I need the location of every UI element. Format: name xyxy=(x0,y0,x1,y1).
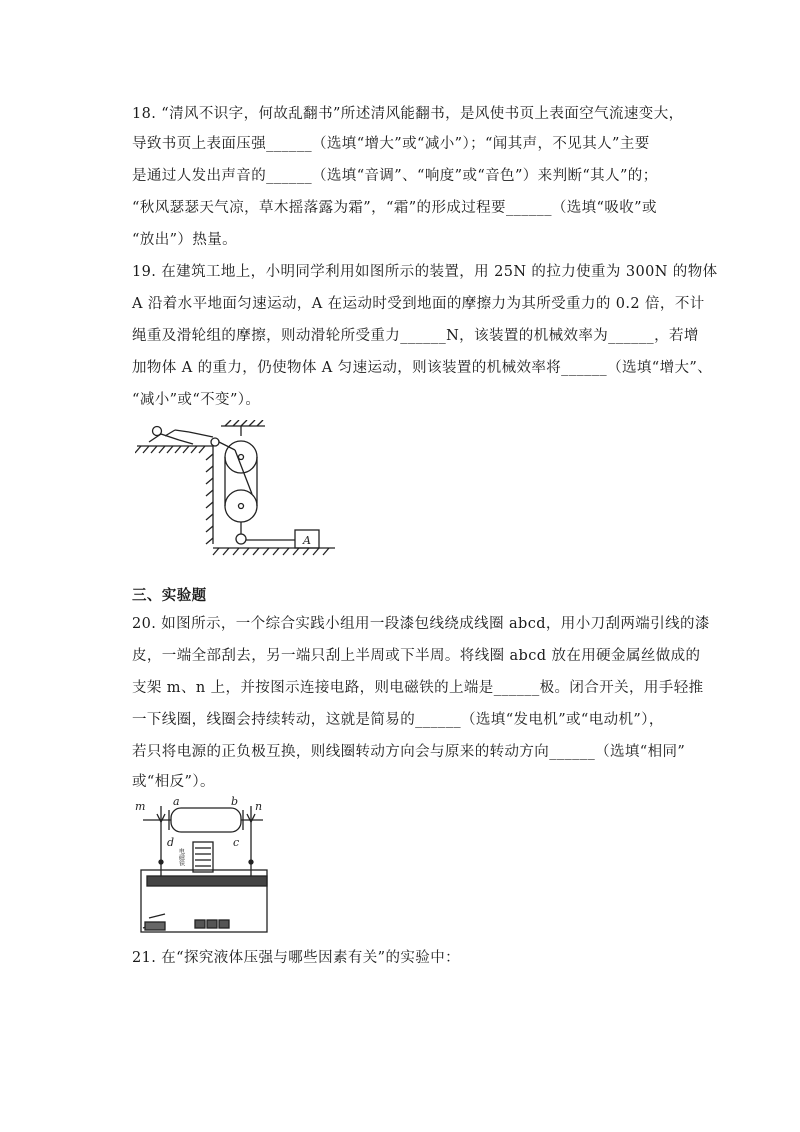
label-c: c xyxy=(233,836,240,849)
q18-line-2: 导致书页上表面压强______（选填“增大”或“减小”）；“闻其声，不见其人”主要 xyxy=(132,136,650,152)
q19-line-3: 绳重及滑轮组的摩擦，则动滑轮所受重力______N，该装置的机械效率为______，若增 xyxy=(132,328,699,344)
q18-line-3: 是通过人发出声音的______（选填“音调”、“响度”或“音色”）来判断“其人”的； xyxy=(132,168,658,184)
q20-line-5: 若只将电源的正负极互换，则线圈转动方向会与原来的转动方向______（选填“相同” xyxy=(132,744,686,760)
block-a-label: A xyxy=(303,534,311,547)
section-title: 三、实验题 xyxy=(132,587,207,604)
q20-line-2: 皮，一端全部刮去，另一端只刮上半周或下半周。将线圈 abcd 放在用硬金属丝做成的 xyxy=(132,648,701,664)
q19-line-2: A 沿着水平地面匀速运动，A 在运动时受到地面的摩擦力为其所受重力的 0.2 倍，不计 xyxy=(132,296,705,312)
label-n: n xyxy=(255,800,263,813)
label-m: m xyxy=(135,800,146,813)
bottom-pulley xyxy=(236,534,246,544)
label-a: a xyxy=(173,796,180,808)
label-b: b xyxy=(231,796,239,808)
ground-hatch-upper xyxy=(135,446,205,453)
coil-abcd xyxy=(171,808,241,832)
fixed-pulley xyxy=(225,441,257,473)
wall-hatch xyxy=(206,454,213,544)
ceiling-hatch xyxy=(225,420,263,426)
label-d: d xyxy=(167,836,175,849)
q19-line-4: 加物体 A 的重力，仍使物体 A 匀速运动，则该装置的机械效率将______（选填“增大”、 xyxy=(132,360,713,376)
ground-hatch-lower xyxy=(213,548,329,555)
q20-line-1: 20. 如图所示，一个综合实践小组用一段漆包线绕成线圈 abcd，用小刀刮两端引线的漆 xyxy=(132,616,710,632)
question-21: 21. 在“探究液体压强与哪些因素有关”的实验中： xyxy=(132,950,460,966)
person-figure xyxy=(149,427,193,445)
q20-line-3: 支架 m、n 上，并按图示连接电路，则电磁铁的上端是______极。闭合开关，用手轻推 xyxy=(132,680,704,696)
q19-line-1: 19. 在建筑工地上，小明同学利用如图所示的装置，用 25N 的拉力使重为 300N 的物体 xyxy=(132,264,718,280)
pulley-figure xyxy=(135,420,355,560)
corner-pulley xyxy=(211,438,219,446)
base-board xyxy=(147,876,267,886)
q18-line-4: “秋风瑟瑟天气凉，草木摇落露为霜”，“霜”的形成过程要______（选填“吸收”或 xyxy=(132,200,657,216)
electromagnet xyxy=(193,842,213,872)
switch[interactable] xyxy=(143,914,165,930)
q18-line-5: “放出”）热量。 xyxy=(132,232,238,248)
q19-line-5: “减小”或“不变”）。 xyxy=(132,392,261,408)
motor-figure xyxy=(135,796,275,938)
q20-line-6: 或“相反”）。 xyxy=(132,774,215,790)
battery xyxy=(195,920,229,928)
q20-line-4: 一下线圈，线圈会持续转动，这就是简易的______（选填“发电机”或“电动机”）， xyxy=(132,712,664,728)
q18-line-1: 18. “清风不识字，何故乱翻书”所述清风能翻书，是风使书页上表面空气流速变大， xyxy=(132,106,684,122)
electromagnet-label: 电磁铁 xyxy=(177,848,185,866)
movable-pulley xyxy=(225,490,257,522)
